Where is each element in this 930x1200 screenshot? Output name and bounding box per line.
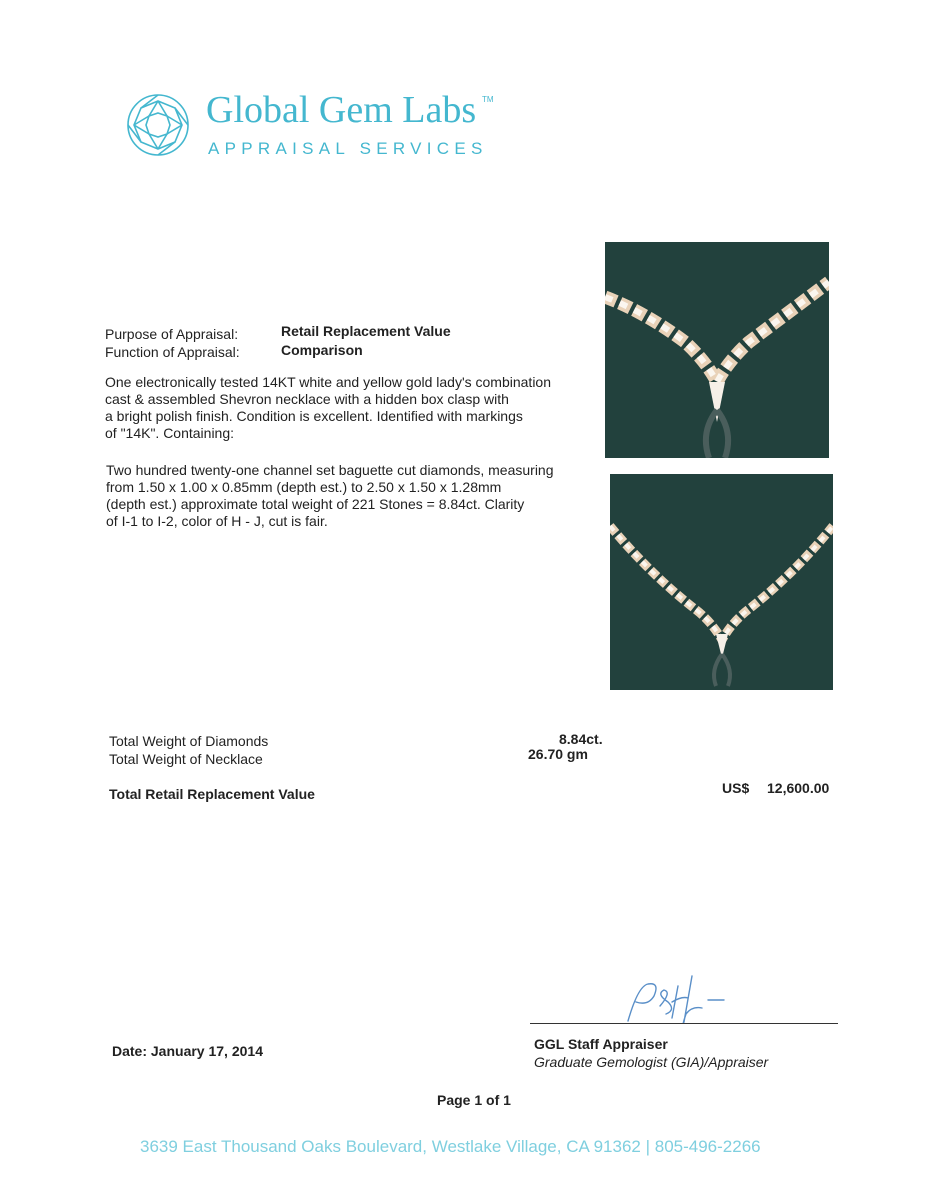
function-label: Function of Appraisal: — [105, 344, 240, 360]
logo-trademark: TM — [482, 95, 494, 104]
diamond-line: Two hundred twenty-one channel set baguette cut diamonds, measuring — [106, 462, 554, 478]
description-line: a bright polish finish. Condition is excellent. Identified with markings — [105, 408, 523, 424]
total-diamonds-label: Total Weight of Diamonds — [109, 733, 269, 749]
total-retail-value: 12,600.00 — [767, 780, 830, 796]
necklace-full-photo — [610, 474, 833, 690]
function-value: Comparison — [281, 342, 363, 358]
appraiser-title: Graduate Gemologist (GIA)/Appraiser — [534, 1054, 769, 1070]
item-description — [105, 374, 551, 442]
diamond-logo-icon — [126, 93, 190, 157]
diamond-line: from 1.50 x 1.00 x 0.85mm (depth est.) to 2.50 x 1.50 x 1.28mm — [106, 479, 502, 495]
description-line: of "14K". Containing: — [105, 425, 235, 441]
appraisal-date: Date: January 17, 2014 — [112, 1043, 263, 1059]
description-line: cast & assembled Shevron necklace with a hidden box clasp with — [105, 391, 509, 407]
total-necklace-value: 26.70 gm — [528, 746, 588, 762]
appraiser-name: GGL Staff Appraiser — [534, 1036, 668, 1052]
total-retail-label: Total Retail Replacement Value — [109, 786, 315, 802]
diamond-description — [106, 462, 554, 530]
description-line: One electronically tested 14KT white and yellow gold lady's combination — [105, 374, 551, 390]
currency-label: US$ — [722, 780, 750, 796]
page-number: Page 1 of 1 — [437, 1092, 511, 1108]
diamond-line: (depth est.) approximate total weight of 221 Stones = 8.84ct. Clarity — [106, 496, 525, 512]
total-necklace-label: Total Weight of Necklace — [109, 751, 263, 767]
necklace-closeup-photo — [605, 242, 829, 458]
logo-title: Global Gem Labs — [206, 89, 477, 131]
purpose-label: Purpose of Appraisal: — [105, 326, 239, 342]
signature-line — [530, 1023, 838, 1024]
total-diamonds-value: 8.84ct. — [559, 731, 603, 747]
logo-subtitle: APPRAISAL SERVICES — [208, 139, 488, 158]
footer-address: 3639 East Thousand Oaks Boulevard, Westlake Village, CA 91362 | 805-496-2266 — [140, 1137, 761, 1156]
appraiser-signature — [620, 966, 730, 1026]
purpose-value: Retail Replacement Value — [281, 323, 451, 339]
diamond-line: of I-1 to I-2, color of H - J, cut is fair. — [106, 513, 328, 529]
